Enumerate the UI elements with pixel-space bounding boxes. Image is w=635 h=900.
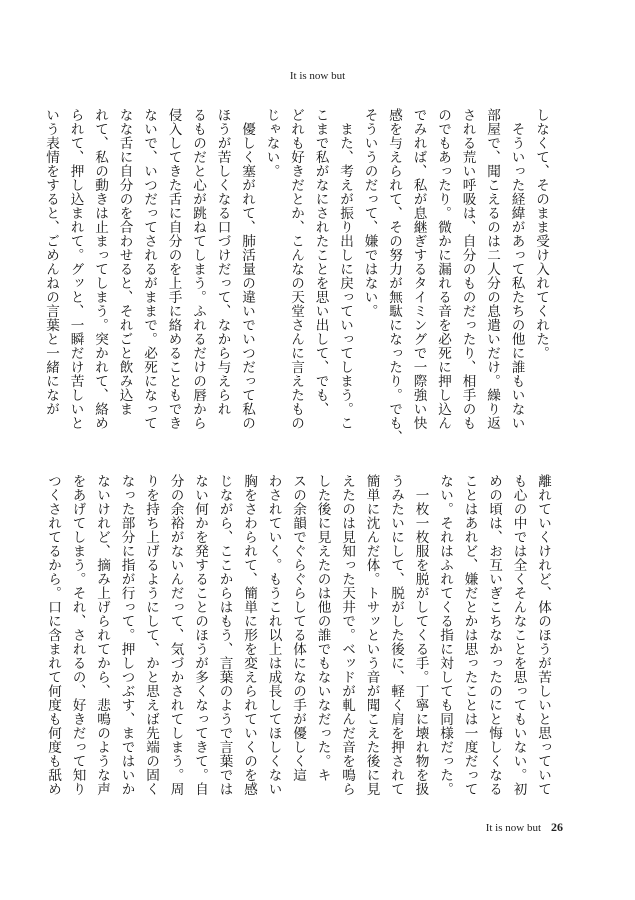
page-number: 26	[551, 820, 563, 834]
text-line: 感を与えられて、その努力が無駄になったり。でも、	[386, 108, 402, 444]
text-line: なな舌に自分のを合わせると、それごと飲み込ま	[116, 108, 133, 416]
text-line: また、考えが振り出しに戻っていってしまう。こ	[337, 108, 353, 430]
text-column-bottom	[41, 474, 556, 819]
text-line: も心の中では全くそんなことを思ってもいない。初	[510, 474, 527, 796]
text-line: 一枚一枚服を脱がしてくる手。丁寧に壊れ物を扱	[412, 474, 429, 796]
text-line: 胸をさわられて、簡単に形を変えられていくのを感	[241, 474, 257, 796]
text-line: ない。それはふれてくる指に対しても同様だった。	[437, 474, 453, 796]
text-line: こまで私がなにされたことを思い出して、でも、	[312, 108, 329, 416]
text-line: 離れていくけれど、体のほうが苦しいと思っていて	[535, 474, 551, 796]
text-line: るものだと心が跳ねてしまう。ふれるだけの唇から	[190, 108, 206, 430]
text-line: 部屋で、聞こえるのは二人分の息遣いだけ。繰り返	[484, 108, 500, 430]
text-line: じゃない。	[263, 108, 280, 178]
text-line: 優しく塞がれて、肺活量の違いでいつだって私の	[239, 108, 255, 430]
text-line: のでもあったり。微かに漏れる音を必死に押し込ん	[435, 108, 451, 430]
text-column-top	[39, 108, 554, 453]
text-line: なった部分に指が行って。押しつぶす、まではいか	[118, 474, 135, 796]
text-line: られて、押し込まれて。グッと、一瞬だけ苦しいと	[67, 108, 84, 430]
text-line: スの余韻でぐらぐらしてる体になの手が優しく這	[290, 474, 306, 782]
text-line: ないけれど、摘み上げられてから、悲鳴のような声	[94, 474, 110, 796]
text-line: でみれば、私が息継ぎするタイミングで一際強い快	[410, 108, 427, 430]
text-line: めの頃は、お互いぎこちなかったのにと悔しくなる	[486, 474, 502, 796]
text-line: いう表情をすると、ごめんねの言葉と一緒になが	[43, 108, 59, 416]
text-line: どれも好きだとか、こんなの天堂さんに言えたもの	[288, 108, 304, 430]
text-line: 分の余裕がないんだって、気づかされてしまう。周	[167, 474, 184, 796]
text-line: 侵入してきた舌に自分のを上手に絡めることもでき	[165, 108, 182, 430]
text-line: えたのは見知った天井で。ベッドが軋んだ音を鳴ら	[339, 474, 355, 796]
text-line: ことはあれど、嫌だとかは思ったことは一度だって	[461, 474, 478, 796]
footer-title: It is now but	[485, 822, 541, 834]
text-line: そういった経緯があって私たちの他に誰もいない	[508, 108, 525, 430]
text-line: れて、私の動きは止まってしまう。突かれて、絡め	[92, 108, 108, 430]
page-footer	[486, 820, 563, 835]
text-line: わされていく。もうこれ以上は成長してほしくない	[265, 474, 282, 796]
text-line: そういうのだって、嫌ではない。	[361, 108, 378, 318]
text-line: しなくて、そのまま受け入れてくれた。	[533, 108, 549, 360]
running-header-title: It is now but	[289, 70, 346, 82]
text-line: をあげてしまう。それ、されるの、好きだって知り	[69, 474, 86, 796]
text-line: りを持ち上げるようにして、かと思えば先端の固く	[143, 474, 159, 796]
text-line: した後に見えたのは他の誰でもないなだった。キ	[314, 474, 331, 782]
text-line: ないで、いつだってされるがままで。必死になって	[141, 108, 157, 430]
text-line: うみたいにして、脱がした後に、軽く肩を押されて	[388, 474, 404, 796]
text-line: ほうが苦しくなる口づけだって、なから与えられ	[214, 108, 231, 416]
text-line: じながら、ここからはもう、言葉のようで言葉では	[216, 474, 233, 796]
text-line: される荒い呼吸は、自分のものだったり、相手のも	[459, 108, 476, 430]
text-line: ない何かを発することのほうが多くなってきて。自	[192, 474, 208, 796]
text-line: つくされてるから。口に含まれて何度も何度も舐め	[45, 474, 61, 796]
text-line: 簡単に沈んだ体。トサッという音が聞こえた後に見	[363, 474, 380, 796]
